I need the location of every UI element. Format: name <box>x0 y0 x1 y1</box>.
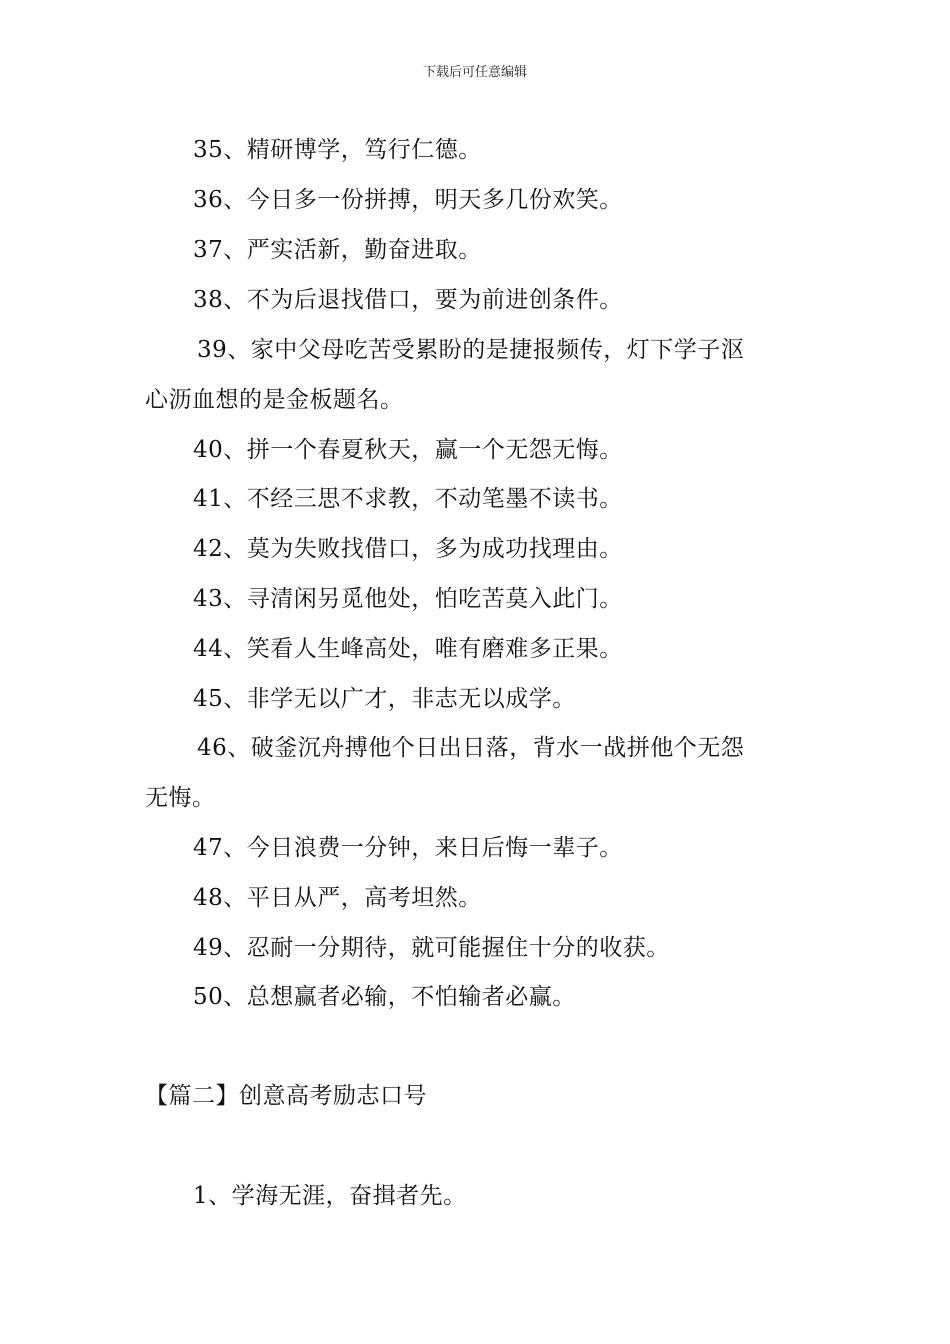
slogan-line: 48、平日从严，高考坦然。 <box>193 885 482 911</box>
slogan-line: 47、今日浪费一分钟，来日后悔一辈子。 <box>193 835 623 861</box>
slogan-line: 50、总想赢者必输，不怕输者必赢。 <box>193 984 576 1010</box>
slogan-line: 43、寻清闲另觅他处，怕吃苦莫入此门。 <box>193 586 623 612</box>
section-heading: 【篇二】创意高考励志口号 <box>145 1083 427 1109</box>
slogan-line: 45、非学无以广才，非志无以成学。 <box>193 686 576 712</box>
slogan-line: 37、严实活新，勤奋进取。 <box>193 237 482 263</box>
slogan-line: 36、今日多一份拼搏，明天多几份欢笑。 <box>193 187 623 213</box>
slogan-line: 40、拼一个春夏秋天，赢一个无怨无悔。 <box>193 437 623 463</box>
slogan-line-continuation: 无悔。 <box>145 785 216 811</box>
slogan-line: 42、莫为失败找借口，多为成功找理由。 <box>193 536 623 562</box>
slogan-line: 41、不经三思不求教，不动笔墨不读书。 <box>193 486 623 512</box>
slogan-line: 35、精研博学，笃行仁德。 <box>193 137 482 163</box>
slogan-line: 1、学海无涯，奋揖者先。 <box>193 1183 467 1209</box>
slogan-line: 38、不为后退找借口，要为前进创条件。 <box>193 287 623 313</box>
slogan-line: 39、家中父母吃苦受累盼的是捷报频传，灯下学子沤 <box>197 337 745 363</box>
slogan-line-continuation: 心沥血想的是金板题名。 <box>145 387 404 413</box>
slogan-line: 49、忍耐一分期待，就可能握住十分的收获。 <box>193 935 670 961</box>
page-header: 下载后可任意编辑 <box>422 65 527 80</box>
slogan-line: 44、笑看人生峰高处，唯有磨难多正果。 <box>193 636 623 662</box>
slogan-line: 46、破釜沉舟搏他个日出日落，背水一战拼他个无怨 <box>197 735 745 761</box>
